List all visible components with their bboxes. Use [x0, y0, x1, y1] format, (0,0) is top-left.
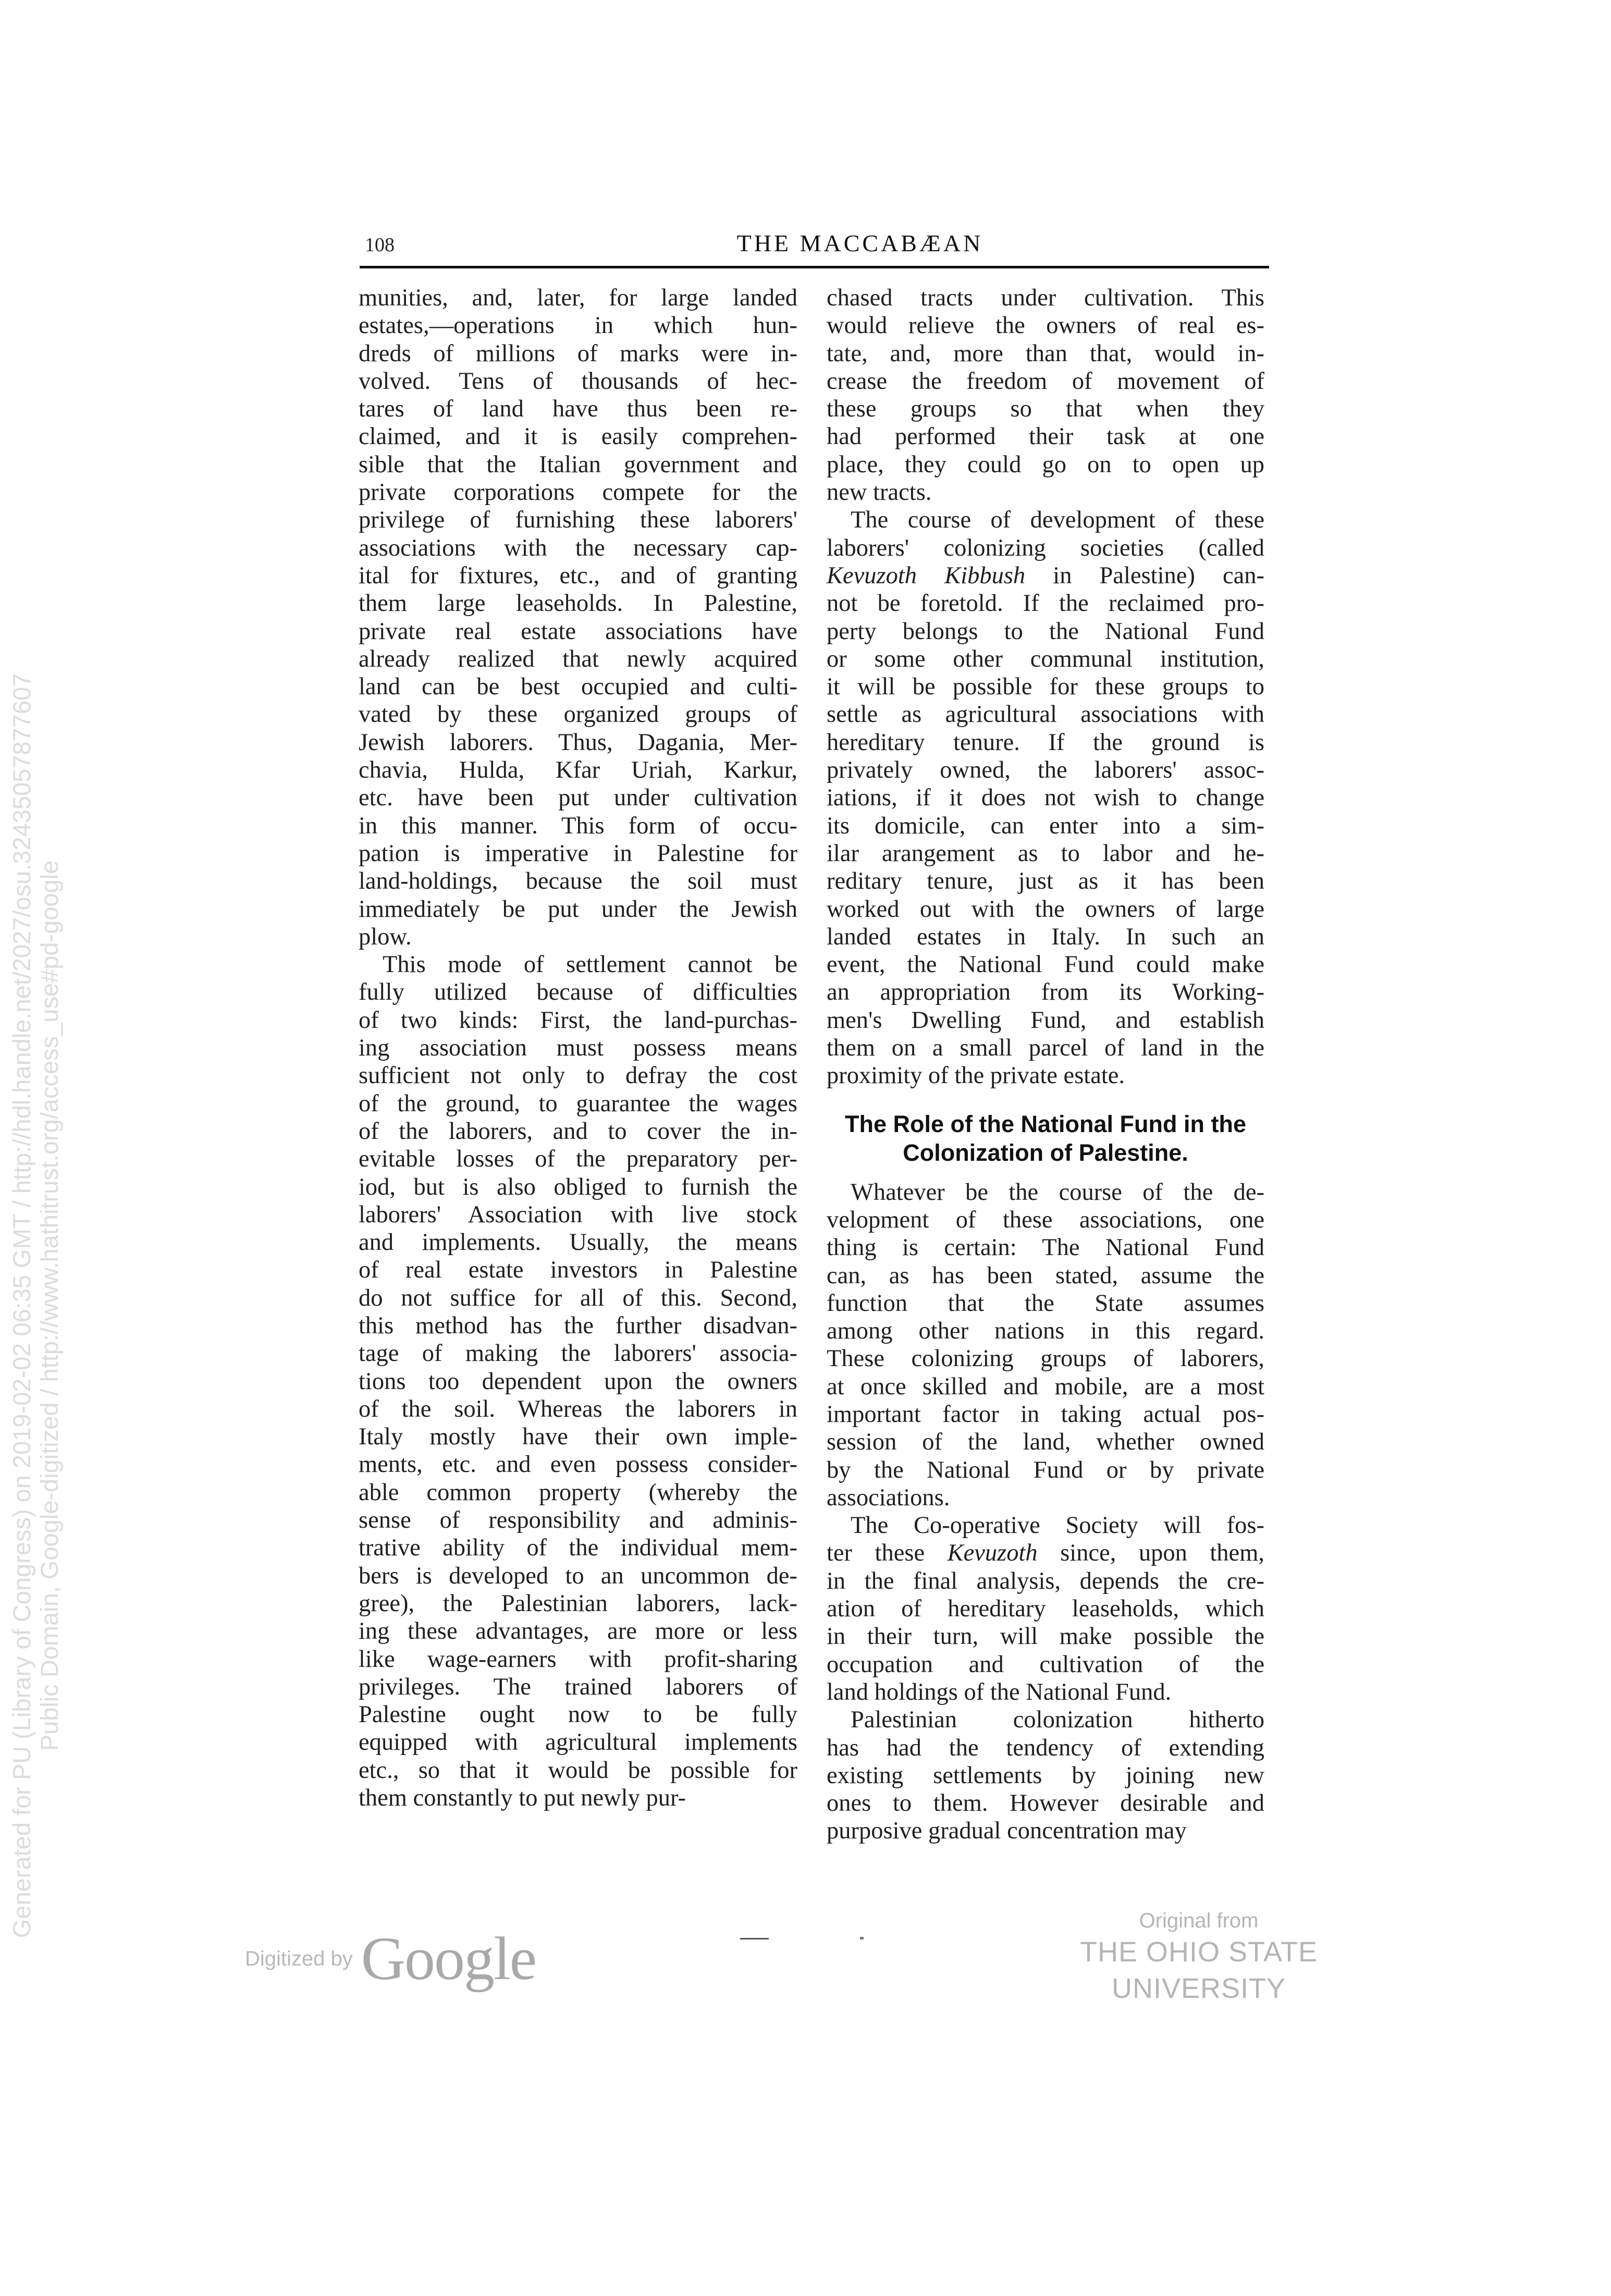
text-line: worked out with the owners of large [827, 895, 1264, 923]
text-line: The Co-operative Society will fos- [851, 1512, 1264, 1539]
paragraph [827, 284, 1264, 506]
text-line: them large leaseholds. In Palestine, [359, 590, 797, 617]
text-line: The course of development of these [851, 507, 1264, 534]
text-line: already realized that newly acquired [359, 645, 797, 672]
text-line: function that the State assumes [827, 1290, 1264, 1317]
right-column-paragraphs-before [827, 284, 1264, 1090]
text-line: and implements. Usually, the means [359, 1229, 797, 1256]
original-source [1001, 1908, 1397, 2007]
text-line: pation is imperative in Palestine for [359, 840, 797, 867]
text-line: sible that the Italian government and [359, 451, 797, 478]
text-line: This mode of settlement cannot be [383, 951, 797, 978]
text-line: volved. Tens of thousands of hec- [359, 367, 797, 395]
section-heading-line-1: The Role of the National Fund in the [845, 1110, 1246, 1137]
text-line: proximity of the private estate. [827, 1062, 1125, 1089]
text-line: can, as has been stated, assume the [827, 1262, 1264, 1289]
text-line: ter these Kevuzoth since, upon them, [827, 1540, 1264, 1567]
footer-dot-mark [860, 1937, 864, 1939]
text-line: tate, and, more than that, would in- [827, 340, 1264, 367]
text-line: Italy mostly have their own imple- [359, 1423, 797, 1451]
right-column-paragraphs-after [827, 1178, 1264, 1845]
paragraph [359, 951, 797, 1812]
footer-dash-mark [740, 1938, 769, 1939]
text-line: its domicile, can enter into a sim- [827, 812, 1264, 839]
text-line: or some other communal institution, [827, 645, 1264, 672]
text-line: land can be best occupied and culti- [359, 673, 797, 701]
text-line: Kevuzoth Kibbush in Palestine) can- [827, 562, 1264, 589]
text-line: crease the freedom of movement of [827, 367, 1264, 395]
text-line: sense of responsibility and adminis- [359, 1507, 797, 1534]
text-line: ital for fixtures, etc., and of granting [359, 562, 797, 589]
text-line: chased tracts under cultivation. This [827, 285, 1264, 311]
text-line: privileges. The trained laborers of [359, 1673, 797, 1700]
text-line: privately owned, the laborers' assoc- [827, 757, 1264, 784]
text-line: like wage-earners with profit-sharing [359, 1646, 797, 1673]
text-line: it will be possible for these groups to [827, 673, 1264, 701]
text-line: These colonizing groups of laborers, [827, 1345, 1264, 1372]
watermark-line-2: Public Domain, Google-digitized / http://www.hathitrust.org/access_use#pd-google [35, 860, 63, 1751]
text-line: Palestine ought now to be fully [359, 1701, 797, 1728]
text-line: etc. have been put under cultivation [359, 784, 797, 812]
text-line: this method has the further disadvan- [359, 1312, 797, 1339]
italic-term: Kevuzoth Kibbush [827, 562, 1026, 589]
text-line: existing settlements by joining new [827, 1762, 1264, 1789]
text-line: tage of making the laborers' associa- [359, 1340, 797, 1367]
text-line: new tracts. [827, 479, 932, 506]
text-line: them on a small parcel of land in the [827, 1035, 1264, 1062]
digitized-by-google [245, 1923, 536, 1994]
text-line: vated by these organized groups of [359, 701, 797, 728]
text-line: trative ability of the individual mem- [359, 1534, 797, 1562]
text-line: laborers' colonizing societies (called [827, 534, 1264, 561]
text-line: plow. [359, 923, 412, 950]
digitized-by-label: Digitized by [245, 1947, 353, 1970]
header-rule [360, 266, 1269, 268]
text-line: has had the tendency of extending [827, 1734, 1264, 1761]
watermark-line-1: Generated for PU (Library of Congress) on 2019-02-02 06:35 GMT / http://hdl.handle.net/2027/osu.32435057877607 [8, 673, 35, 1938]
text-line: an appropriation from its Working- [827, 979, 1264, 1006]
text-line: perty belongs to the National Fund [827, 618, 1264, 645]
text-line: ing these advantages, are more or less [359, 1618, 797, 1645]
text-line: ilar arangement as to labor and he- [827, 840, 1264, 867]
text-line: chavia, Hulda, Kfar Uriah, Karkur, [359, 757, 797, 784]
text-line: immediately be put under the Jewish [359, 895, 797, 923]
text-line: settle as agricultural associations with [827, 701, 1264, 728]
text-line: by the National Fund or by private [827, 1456, 1264, 1483]
text-line: Jewish laborers. Thus, Dagania, Mer- [359, 729, 797, 756]
text-line: had performed their task at one [827, 423, 1264, 450]
text-line: not be foretold. If the reclaimed pro- [827, 590, 1264, 617]
text-line: fully utilized because of difficulties [359, 979, 797, 1006]
paragraph [359, 284, 797, 951]
text-line: associations with the necessary cap- [359, 534, 797, 561]
right-text-column [827, 284, 1264, 1845]
paragraph [827, 1512, 1264, 1706]
text-line: of the soil. Whereas the laborers in [359, 1395, 797, 1422]
text-line: private corporations compete for the [359, 479, 797, 506]
text-line: dreds of millions of marks were in- [359, 340, 797, 367]
original-from-label: Original from [1139, 1909, 1259, 1932]
text-line: sufficient not only to defray the cost [359, 1062, 797, 1089]
text-line: of two kinds: First, the land-purchas- [359, 1006, 797, 1034]
text-line: able common property (whereby the [359, 1479, 797, 1506]
section-heading-line-2: Colonization of Palestine. [903, 1139, 1188, 1166]
text-line: tares of land have thus been re- [359, 396, 797, 423]
text-line: land-holdings, because the soil must [359, 868, 797, 895]
paragraph [827, 1706, 1264, 1845]
text-line: ments, etc. and even possess consider- [359, 1451, 797, 1478]
text-line: in the final analysis, depends the cre- [827, 1567, 1264, 1594]
text-line: Palestinian colonization hitherto [851, 1706, 1264, 1734]
text-line: munities, and, later, for large landed [359, 285, 797, 311]
text-line: land holdings of the National Fund. [827, 1678, 1172, 1705]
text-line: privilege of furnishing these laborers' [359, 507, 797, 534]
page-number: 108 [365, 234, 395, 256]
text-line: evitable losses of the preparatory per- [359, 1146, 797, 1173]
text-line: equipped with agricultural implements [359, 1729, 797, 1756]
paragraph [827, 1178, 1264, 1512]
google-logo: Google [361, 1924, 536, 1993]
text-line: ones to them. However desirable and [827, 1790, 1264, 1817]
left-text-column [359, 284, 797, 1812]
text-line: tions too dependent upon the owners [359, 1368, 797, 1395]
original-institution: THE OHIO STATE UNIVERSITY [1079, 1936, 1318, 2004]
text-line: iations, if it does not wish to change [827, 784, 1264, 812]
text-line: bers is developed to an uncommon de- [359, 1562, 797, 1589]
section-heading [827, 1110, 1264, 1167]
text-line: reditary tenure, just as it has been [827, 868, 1264, 895]
text-line: session of the land, whether owned [827, 1429, 1264, 1456]
text-line: these groups so that when they [827, 396, 1264, 423]
text-line: would relieve the owners of real es- [827, 312, 1264, 339]
text-line: important factor in taking actual pos- [827, 1401, 1264, 1428]
text-line: laborers' Association with live stock [359, 1201, 797, 1228]
text-line: do not suffice for all of this. Second, [359, 1284, 797, 1311]
text-line: among other nations in this regard. [827, 1318, 1264, 1345]
text-line: thing is certain: The National Fund [827, 1234, 1264, 1261]
text-line: iod, but is also obliged to furnish the [359, 1173, 797, 1200]
italic-term: Kevuzoth [947, 1540, 1038, 1567]
text-line: in this manner. This form of occu- [359, 812, 797, 839]
text-line: estates,—operations in which hun- [359, 312, 797, 339]
text-line: purposive gradual concentration may [827, 1818, 1187, 1845]
text-line: at once skilled and mobile, are a most [827, 1373, 1264, 1400]
hathitrust-watermark [8, 315, 65, 2296]
text-line: Whatever be the course of the de- [851, 1178, 1264, 1206]
text-line: velopment of these associations, one [827, 1206, 1264, 1233]
text-line: of the laborers, and to cover the in- [359, 1118, 797, 1145]
text-line: of the ground, to guarantee the wages [359, 1090, 797, 1117]
text-line: private real estate associations have [359, 618, 797, 645]
text-line: occupation and cultivation of the [827, 1651, 1264, 1678]
text-line: ation of hereditary leaseholds, which [827, 1595, 1264, 1623]
text-line: them constantly to put newly pur- [359, 1785, 686, 1812]
text-line: of real estate investors in Palestine [359, 1257, 797, 1284]
text-line: place, they could go on to open up [827, 451, 1264, 478]
text-line: men's Dwelling Fund, and establish [827, 1006, 1264, 1034]
text-line: in their turn, will make possible the [827, 1623, 1264, 1650]
text-line: etc., so that it would be possible for [359, 1757, 797, 1784]
running-head-title: THE MACCABÆAN [736, 230, 983, 256]
text-line: gree), the Palestinian laborers, lack- [359, 1590, 797, 1617]
text-line: associations. [827, 1484, 950, 1511]
text-line: hereditary tenure. If the ground is [827, 729, 1264, 756]
text-line: event, the National Fund could make [827, 951, 1264, 978]
text-line: landed estates in Italy. In such an [827, 923, 1264, 950]
text-line: claimed, and it is easily comprehen- [359, 423, 797, 450]
text-line: ing association must possess means [359, 1035, 797, 1062]
paragraph [827, 506, 1264, 1089]
